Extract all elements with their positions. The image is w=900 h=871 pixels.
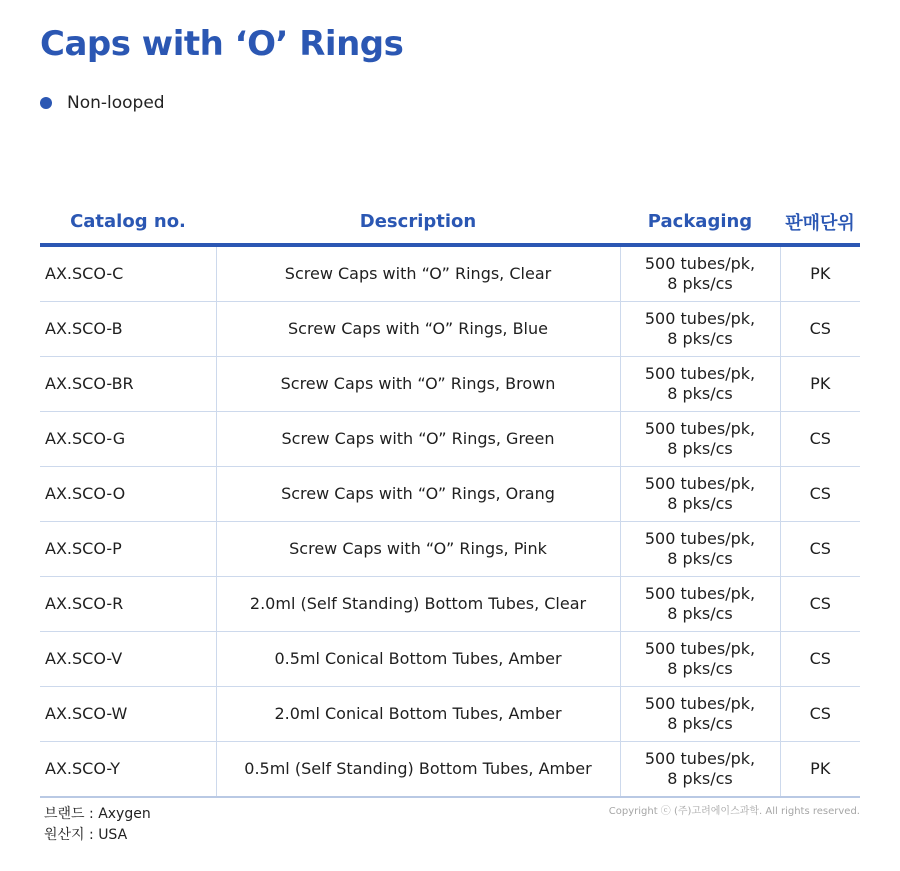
cell-catalog: AX.SCO-W: [40, 687, 216, 742]
cell-packaging: [620, 467, 780, 522]
cell-catalog: AX.SCO-G: [40, 412, 216, 467]
table-row: [40, 687, 860, 742]
packaging-line-1: 500 tubes/pk,: [644, 584, 756, 603]
cell-unit: CS: [780, 577, 860, 632]
cell-catalog: AX.SCO-P: [40, 522, 216, 577]
cell-description: Screw Caps with “O” Rings, Green: [216, 412, 620, 467]
packaging-line-2: 8 pks/cs: [667, 604, 733, 623]
cell-catalog: AX.SCO-C: [40, 245, 216, 302]
catalog-table: [40, 200, 860, 798]
cell-catalog: AX.SCO-V: [40, 632, 216, 687]
bullet-item: [40, 93, 165, 113]
cell-unit: CS: [780, 302, 860, 357]
packaging-line-2: 8 pks/cs: [667, 659, 733, 678]
packaging-line-2: 8 pks/cs: [667, 769, 733, 788]
cell-description: 2.0ml (Self Standing) Bottom Tubes, Clear: [216, 577, 620, 632]
cell-description: Screw Caps with “O” Rings, Pink: [216, 522, 620, 577]
cell-unit: PK: [780, 357, 860, 412]
cell-unit: CS: [780, 522, 860, 577]
packaging-line-1: 500 tubes/pk,: [644, 749, 756, 768]
packaging-line-1: 500 tubes/pk,: [644, 254, 756, 273]
header-description: Description: [216, 200, 620, 245]
cell-description: Screw Caps with “O” Rings, Clear: [216, 245, 620, 302]
cell-packaging: [620, 632, 780, 687]
packaging-line-2: 8 pks/cs: [667, 439, 733, 458]
cell-packaging: [620, 245, 780, 302]
brand-label: 브랜드 : Axygen: [44, 806, 151, 822]
cell-description: Screw Caps with “O” Rings, Brown: [216, 357, 620, 412]
table-row: [40, 522, 860, 577]
table-row: [40, 632, 860, 687]
cell-description: 2.0ml Conical Bottom Tubes, Amber: [216, 687, 620, 742]
packaging-line-1: 500 tubes/pk,: [644, 364, 756, 383]
bullet-text: Non-looped: [67, 93, 165, 113]
cell-packaging: [620, 412, 780, 467]
cell-catalog: AX.SCO-BR: [40, 357, 216, 412]
packaging-line-2: 8 pks/cs: [667, 549, 733, 568]
cell-description: 0.5ml Conical Bottom Tubes, Amber: [216, 632, 620, 687]
cell-packaging: [620, 742, 780, 798]
cell-unit: PK: [780, 245, 860, 302]
header-packaging: Packaging: [620, 200, 780, 245]
cell-catalog: AX.SCO-B: [40, 302, 216, 357]
table-body: [40, 245, 860, 797]
cell-description: 0.5ml (Self Standing) Bottom Tubes, Amber: [216, 742, 620, 798]
packaging-line-2: 8 pks/cs: [667, 714, 733, 733]
packaging-line-2: 8 pks/cs: [667, 384, 733, 403]
packaging-line-1: 500 tubes/pk,: [644, 309, 756, 328]
cell-packaging: [620, 522, 780, 577]
table-row: [40, 357, 860, 412]
footer-info: [44, 804, 151, 846]
cell-packaging: [620, 577, 780, 632]
cell-packaging: [620, 302, 780, 357]
header-unit: 판매단위: [780, 200, 860, 245]
cell-unit: CS: [780, 412, 860, 467]
table-row: [40, 577, 860, 632]
table-header-row: [40, 200, 860, 245]
packaging-line-2: 8 pks/cs: [667, 494, 733, 513]
table-row: [40, 467, 860, 522]
cell-catalog: AX.SCO-R: [40, 577, 216, 632]
packaging-line-1: 500 tubes/pk,: [644, 639, 756, 658]
packaging-line-1: 500 tubes/pk,: [644, 694, 756, 713]
packaging-line-2: 8 pks/cs: [667, 274, 733, 293]
cell-catalog: AX.SCO-O: [40, 467, 216, 522]
cell-unit: CS: [780, 687, 860, 742]
origin-label: 원산지 : USA: [44, 827, 128, 843]
cell-unit: CS: [780, 632, 860, 687]
cell-unit: PK: [780, 742, 860, 798]
packaging-line-1: 500 tubes/pk,: [644, 419, 756, 438]
cell-description: Screw Caps with “O” Rings, Orang: [216, 467, 620, 522]
cell-packaging: [620, 687, 780, 742]
header-catalog: Catalog no.: [40, 200, 216, 245]
packaging-line-1: 500 tubes/pk,: [644, 474, 756, 493]
table-row: [40, 412, 860, 467]
copyright-text: Copyright ⓒ (주)고려에이스과학. All rights reserved.: [608, 806, 860, 817]
table-row: [40, 742, 860, 798]
table-row: [40, 302, 860, 357]
cell-unit: CS: [780, 467, 860, 522]
page-title: Caps with ‘O’ Rings: [40, 24, 404, 64]
packaging-line-1: 500 tubes/pk,: [644, 529, 756, 548]
cell-packaging: [620, 357, 780, 412]
bullet-dot-icon: [40, 97, 52, 109]
table-row: [40, 245, 860, 302]
packaging-line-2: 8 pks/cs: [667, 329, 733, 348]
cell-catalog: AX.SCO-Y: [40, 742, 216, 798]
cell-description: Screw Caps with “O” Rings, Blue: [216, 302, 620, 357]
